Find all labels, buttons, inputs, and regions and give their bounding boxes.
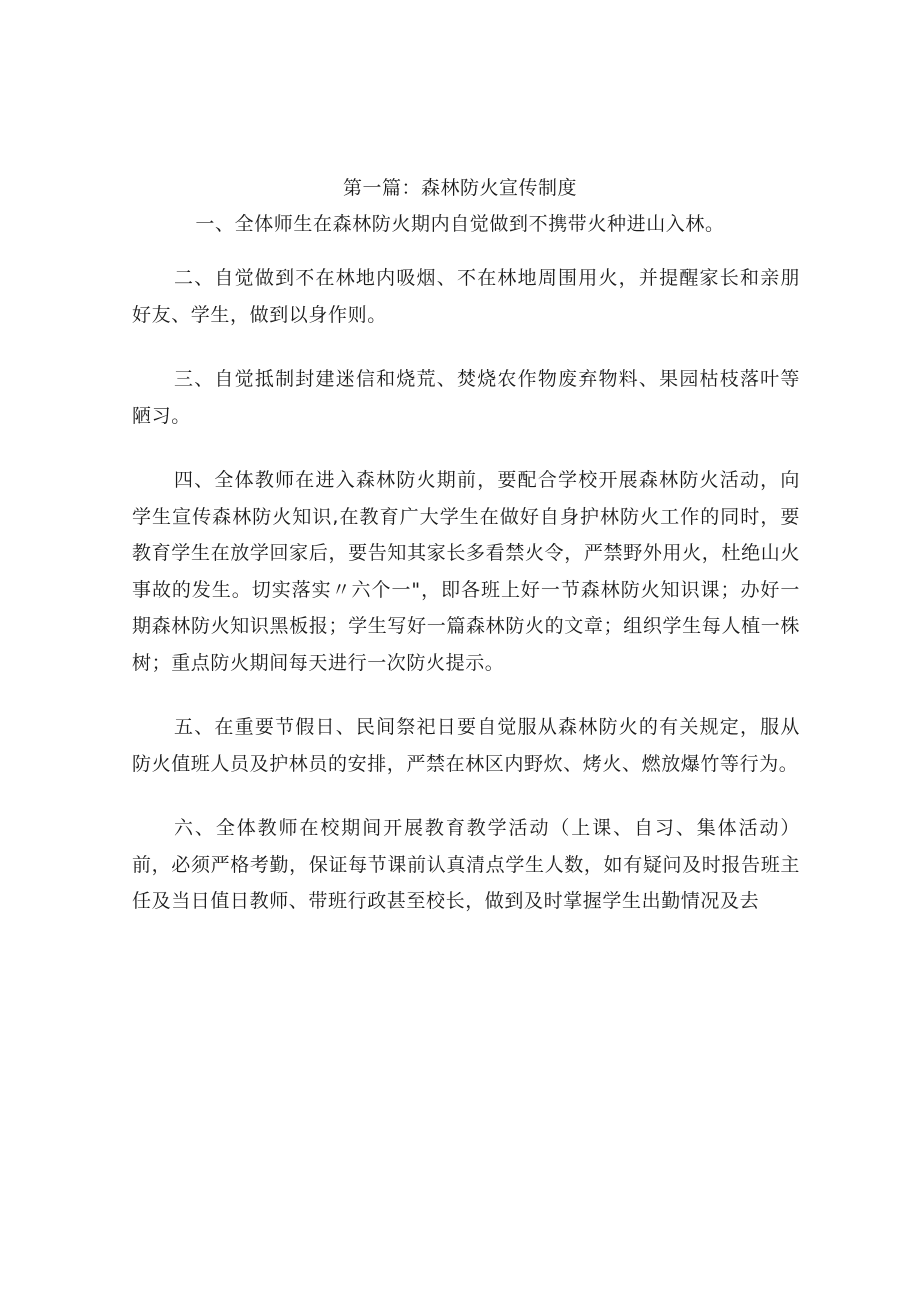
paragraph-3: 三、自觉抵制封建迷信和烧荒、焚烧农作物废弃物料、果园枯枝落叶等陋习。 [132,368,800,427]
paragraph-2: 二、自觉做到不在林地内吸烟、不在林地周围用火，并提醒家长和亲朋好友、学生，做到以身作则。 [132,267,800,326]
paragraph-1: 一、全体师生在森林防火期内自觉做到不携带火种进山入林。 [195,213,725,235]
paragraph-6: 六、全体教师在校期间开展教育教学活动（上课、自习、集体活动）前，必须严格考勤，保证每节课前认真清点学生人数，如有疑问及时报告班主任及当日值日教师、带班行政甚至校长，做到及时掌握学生出勤情况及去 [132,817,800,912]
document-title: 第一篇：森林防火宣传制度 [342,177,577,199]
paragraph-5: 五、在重要节假日、民间祭祀日要自觉服从森林防火的有关规定，服从防火值班人员及护林员的安排，严禁在林区内野炊、烤火、燃放爆竹等行为。 [132,716,800,775]
document-body [132,260,800,948]
paragraph-4: 四、全体教师在进入森林防火期前，要配合学校开展森林防火活动，向学生宣传森林防火知识,在教育广大学生在做好自身护林防火工作的同时，要教育学生在放学回家后，要告知其家长多看禁火令，严禁野外用火，杜绝山火事故的发生。切实落实〃六个一"，即各班上好一节森林防火知识课；办好一期森林防火知识黑板报；学生写好一篇森林防火的文章；组织学生每人植一株树；重点防火期间每天进行一次防火提示。 [132,469,800,674]
